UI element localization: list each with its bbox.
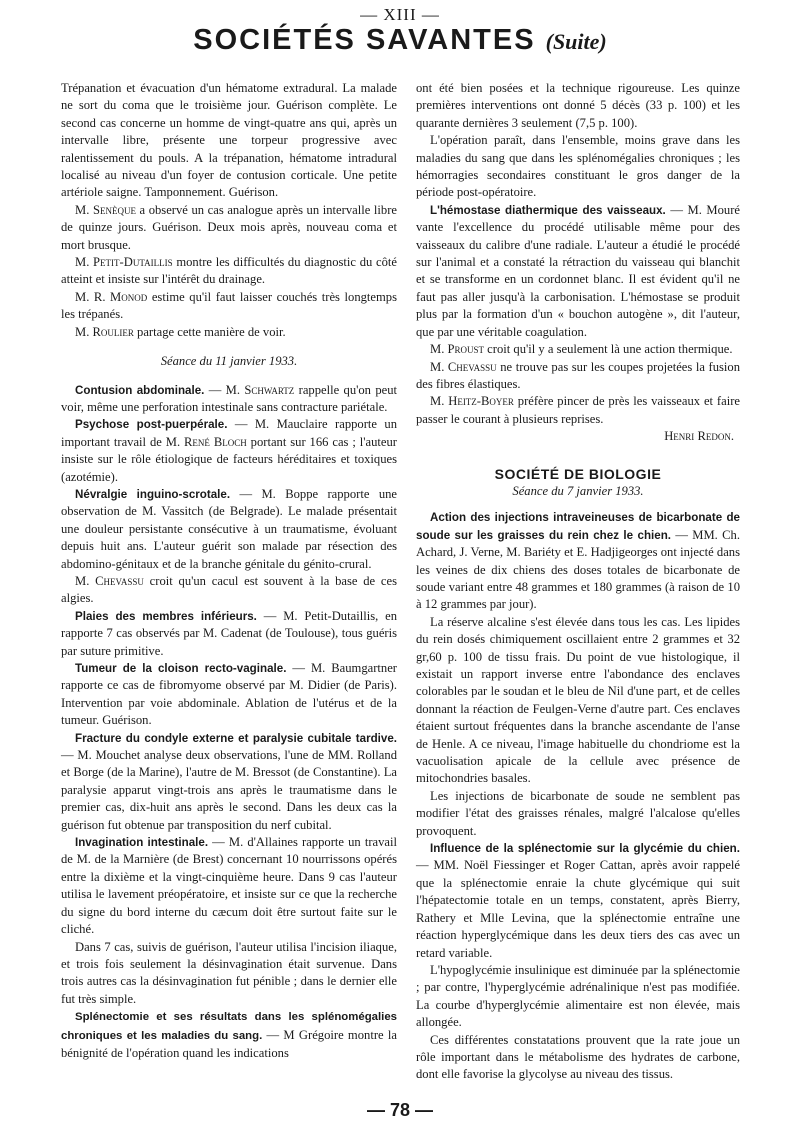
paragraph bbox=[416, 341, 740, 358]
left-column bbox=[61, 80, 397, 1062]
page-number: — 78 — bbox=[366, 1100, 434, 1120]
paragraph: ont été bien posées et la technique rigoureuse. Les quinze premières interventions ont donné 5 décès (33 p. 100) et les quarante dernières 3 seulement (7,5 p. 100). bbox=[416, 81, 740, 130]
section-heading: Névralgie inguino-scrotale. bbox=[75, 487, 231, 501]
author-name: M. Chevassu bbox=[430, 359, 497, 374]
paragraph-text: — M. Mouchet analyse deux observations, l'une de MM. Rolland et Borge (de la Marine), l'autre de M. Bressot (de Constantine). La paralysie apparut vingt-trois ans après le traumatisme dans le premier cas, dix-huit ans après le second. Dans les deux cas la guérison fut obtenue par transposition du nerf cubital. bbox=[61, 748, 397, 832]
author-name: M. Chevassu bbox=[75, 573, 144, 588]
paragraph-text: portant sur 166 cas ; l'auteur insiste sur le rôle étiologique de facteurs héréditaires et toxiques (azotémie). bbox=[61, 434, 397, 484]
section-heading: Influence de la splénectomie sur la glycémie du chien. bbox=[430, 842, 740, 856]
paragraph bbox=[61, 324, 397, 341]
section-heading: Splénectomie et ses résultats dans les splénomégalies chroniques et les maladies du sang. bbox=[61, 1011, 397, 1042]
paragraph bbox=[61, 289, 397, 324]
paragraph: L'hypoglycémie insulinique est diminuée par la splénectomie ; par contre, l'hyperglycémie adrénalinique n'est pas modifiée. La courbe d'hyperglycémie alimentaire est non élevée, mais allongée. bbox=[416, 962, 740, 1030]
paragraph bbox=[416, 509, 740, 613]
paragraph-text: — MM. Ch. Achard, J. Verne, M. Bariéty et E. Hadjigeorges ont injecté dans les veines de dix chiens des doses totales de bicarbonate de soude variant entre 48 grammes et 180 grammes (à raison de 10 à 12 grammes par jour). bbox=[416, 527, 740, 612]
paragraph-text: croit qu'un cacul est souvent à la base de ces algies. bbox=[61, 573, 397, 606]
page-title bbox=[0, 24, 800, 57]
signature: Henri Redon. bbox=[664, 429, 734, 444]
section-heading: Tumeur de la cloison recto-vaginale. bbox=[75, 662, 287, 675]
section-heading: Fracture du condyle externe et paralysie cubitale tardive. bbox=[75, 731, 397, 745]
right-column bbox=[416, 80, 740, 1084]
paragraph-text: estime qu'il faut laisser couchés très longtemps les trépanés. bbox=[61, 289, 397, 322]
paragraph-text: a observé un cas analogue après un intervalle libre de quinze jours. Guérison. Deux mois après, nouveau coma et mort brusque. bbox=[61, 202, 397, 252]
paragraph: Dans 7 cas, suivis de guérison, l'auteur utilisa l'incision iliaque, et trois fois seulement la désinvagination était survenue. Dans trois autres cas la désinvagination fut pénible ; dans le dernier elle fut très simple. bbox=[61, 939, 397, 1006]
paragraph bbox=[61, 608, 397, 660]
paragraph-text: rappelle qu'on peut voir, même une perforation intestinale sans contracture pariétale. bbox=[61, 382, 397, 414]
paragraph bbox=[61, 660, 397, 730]
author-name: M. Heitz-Boyer bbox=[430, 394, 514, 409]
section-heading: Plaies des membres inférieurs. bbox=[75, 609, 257, 623]
paragraph-text: partage cette manière de voir. bbox=[133, 324, 286, 339]
paragraph-text: — M. Baumgartner rapporte ce cas de fibromyome observé par M. Didier (de Paris). Intervention par voie abdominale. Ablation de l'utérus et de la tumeur. Guérison. bbox=[61, 661, 397, 728]
author-name: M. Proust bbox=[430, 342, 485, 357]
paragraph-text: — M. Petit-Dutaillis, en rapporte 7 cas observés par M. Cadenat (de Toulouse), tous guéris par suture primitive. bbox=[61, 608, 397, 658]
paragraph-text: — M. d'Allaines rapporte un travail de M. de la Marnière (de Brest) concernant 10 nourrissons opérés entre la dixième et la vingt-cinquième heure. Dans 9 cas l'auteur utilisa le lavement préopératoire, et insiste sur ce que la recherche du signe du bord interne du cæcum doit être surtout faite sur le cliché. bbox=[61, 835, 397, 937]
paragraph-text: — M. Mauclaire rapporte un important travail de M. bbox=[61, 417, 397, 449]
paragraph-text: — M Grégoire montre la bénignité de l'opération quand les indications bbox=[61, 1027, 397, 1060]
paragraph-text: croit qu'il y a seulement là une action thermique. bbox=[484, 342, 733, 357]
paragraph bbox=[61, 486, 397, 573]
author-name: René Bloch bbox=[184, 434, 247, 449]
author-name: M. Petit-Dutaillis bbox=[75, 255, 173, 270]
paragraph: Ces différentes constatations prouvent que la rate joue un rôle important dans le métabolisme des hydrates de carbone, dont elle favorise la glycolyse au niveau des tissus. bbox=[416, 1032, 740, 1082]
paragraph bbox=[61, 416, 397, 486]
section-heading: Contusion abdominale. bbox=[75, 383, 205, 397]
author-name: M. R. Monod bbox=[75, 289, 148, 304]
paragraph bbox=[61, 202, 397, 254]
title-suite: (Suite) bbox=[545, 29, 607, 54]
paragraph bbox=[416, 202, 740, 341]
paragraph bbox=[416, 840, 740, 962]
author-name: — M. Schwartz bbox=[204, 382, 295, 397]
author-name: M. Senèque bbox=[75, 202, 136, 217]
paragraph bbox=[416, 393, 740, 428]
paragraph-text: montre les difficultés du diagnostic du côté atteint et insiste sur l'intérêt du drainage. bbox=[61, 255, 397, 287]
paragraph bbox=[61, 254, 397, 289]
paragraph bbox=[61, 834, 397, 938]
paragraph-text: — M. Mouré vante l'excellence du procédé utilisable même pour des vaisseaux du calibre d'une radiale. L'auteur a étudié le procédé sur l'animal et a constaté la rétraction du vaisseau qui blanchit et se transforme en un cordonnet blanc. Il est évident qu'il ne faut pas aller jusqu'à la carbonisation. L'hémostase se produit plus par la formation d'un « bouchon autogène », dit l'auteur, que par une véritable coagulation. bbox=[416, 202, 740, 339]
society-heading: SOCIÉTÉ DE BIOLOGIE bbox=[494, 465, 662, 482]
paragraph: La réserve alcaline s'est élevée dans tous les cas. Les lipides du rein dosés chimiquement oscillaient entre 2 grammes et 32 gr,60 p. 100 de tissu frais. Du point de vue histologique, il existait un rapport inverse entre l'abondance des enclaves colorables par le soudan et le bleu de Nil d'une part, et de celles donnant la réaction de Feulgen-Verne d'autre part. Ces enclaves étaient surtout fréquentes dans la branche ascendante de l'anse de Henle. A ce niveau, l'image habituelle du chondriome est la vacuolisation apicale de la cellule avec présence de mitochondries basales. bbox=[416, 614, 740, 786]
section-heading: Invagination intestinale. bbox=[75, 836, 209, 850]
paragraph bbox=[416, 359, 740, 394]
paragraph bbox=[61, 730, 397, 834]
paragraph: Les injections de bicarbonate de soude ne semblent pas modifier l'état des graisses rénales, malgré l'alcalose qu'elles provoquent. bbox=[416, 788, 740, 838]
roman-page-number: — XIII — bbox=[360, 5, 440, 24]
paragraph-text: ne trouve pas sur les coupes projetées la fusion des fibres élastiques. bbox=[416, 359, 740, 391]
section-heading: Psychose post-puerpérale. bbox=[75, 418, 228, 432]
paragraph-text: — M. Boppe rapporte une observation de M. Vassitch (de Belgrade). Le malade présentait une douleur persistante consécutive à un traumatisme, évoluant depuis huit ans. L'auteur guérit son malade par résection des abdomino-génitaux et de la branche génitale du génito-crural. bbox=[61, 486, 398, 571]
author-name: M. Roulier bbox=[75, 324, 134, 339]
title-main: SOCIÉTÉS SAVANTES bbox=[193, 24, 536, 56]
paragraph bbox=[61, 1008, 397, 1062]
session-date: Séance du 11 janvier 1933. bbox=[160, 354, 298, 369]
paragraph-text: — MM. Noël Fiessinger et Roger Cattan, après avoir rappelé que la splénectomie enraie la chute glycémique qui suit l'hépatectomie totale en un temps, constatent, après Bierry, Rathery et Mlle Levina, que la splénectomie entraîne une réaction hyperglycémique dans les deux tiers des cas avec un retard variable. bbox=[416, 858, 740, 960]
paragraph bbox=[61, 573, 397, 608]
paragraph: L'opération paraît, dans l'ensemble, moins grave dans les maladies du sang que dans les splénomégalies chroniques ; les hémorragies secondaires constituant le gros danger de la période post-opératoire. bbox=[416, 133, 740, 200]
section-heading: L'hémostase diathermique des vaisseaux. bbox=[430, 203, 666, 217]
paragraph-text: préfère pincer de près les vaisseaux et faire passer le courant à plusieurs reprises. bbox=[416, 394, 740, 426]
society-session-date: Séance du 7 janvier 1933. bbox=[512, 483, 644, 498]
section-heading: Action des injections intraveineuses de bicarbonate de soude sur les graisses du rein chez le chien. bbox=[416, 511, 740, 542]
paragraph bbox=[61, 382, 397, 417]
paragraph: Trépanation et évacuation d'un hématome extradural. La malade ne sort du coma que le troisième jour. Guérison complète. Le second cas concerne un homme de vingt-quatre ans qui, après un intervalle libre, présente une torpeur progressive avec ralentissement du pouls. A la trépanation, hématome intradural localisé au niveau d'un foyer de contusion corticale. Une petite artériole saigne. Tamponnement. Guérison. bbox=[61, 81, 397, 200]
